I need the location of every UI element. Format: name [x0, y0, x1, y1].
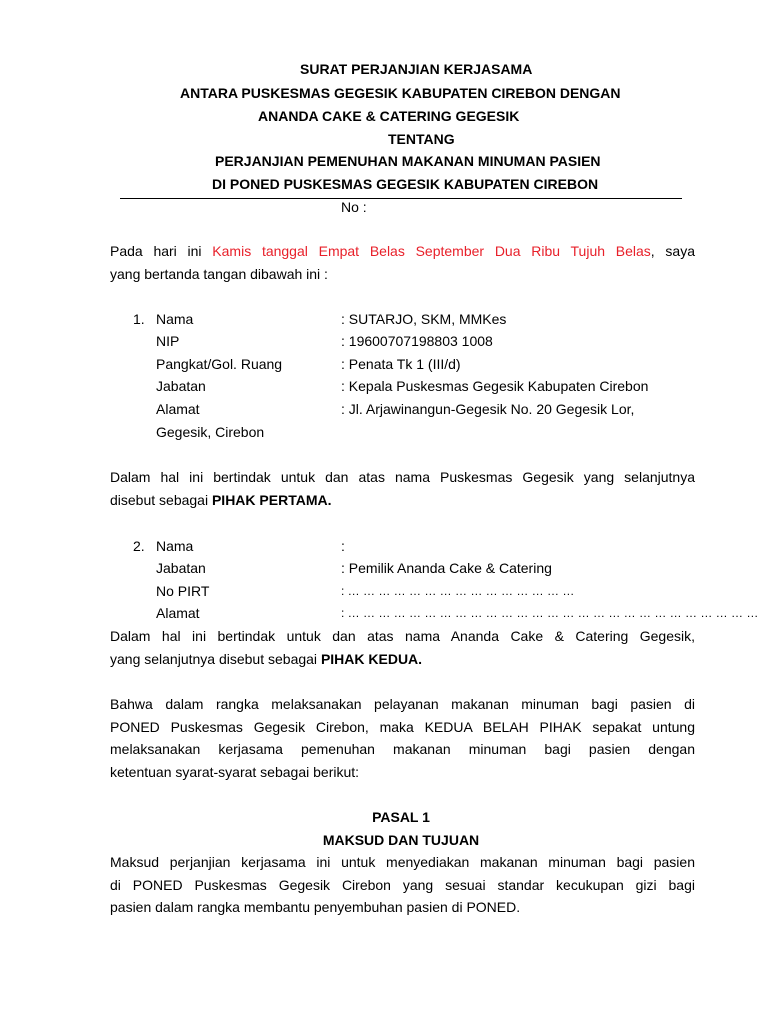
intro-line-2: yang bertanda tangan dibawah ini :	[110, 265, 328, 282]
party1-paragraph	[110, 466, 695, 511]
party1-number: 1.	[133, 311, 145, 327]
party1-value-nip: : 19600707198803 1008	[341, 333, 493, 349]
header-divider	[120, 198, 682, 199]
pasal1-title: PASAL 1	[372, 809, 430, 825]
party2-para-line-2: yang selanjutnya disebut sebagai PIHAK KEDUA.	[110, 650, 423, 667]
party1-value-position: : Kepala Puskesmas Gegesik Kabupaten Cirebon	[341, 378, 649, 394]
pihak-kedua-label: PIHAK KEDUA.	[320, 650, 423, 667]
party2-label-pirt: No PIRT	[156, 583, 210, 599]
pasal1-subtitle: MAKSUD DAN TUJUAN	[322, 832, 480, 848]
party2-value-position: : Pemilik Ananda Cake & Catering	[341, 560, 552, 576]
agreement-date: Kamis tanggal Empat Belas September Dua Ribu Tujuh Belas	[212, 243, 651, 259]
intro-line-1: Pada hari ini Kamis tanggal Empat Belas September Dua Ribu Tujuh Belas, saya	[110, 243, 696, 259]
party1-label-nip: NIP	[156, 333, 180, 349]
agreement-line-3: melaksanakan kerjasama pemenuhan makanan minuman bagi pasien dengan	[110, 741, 695, 758]
pasal1-line-1: Maksud perjanjian kerjasama ini untuk menyediakan makanan minuman bagi pasien	[110, 854, 695, 870]
party2-para-line-1: Dalam hal ini bertindak untuk dan atas nama Ananda Cake & Catering Gegesik,	[110, 628, 695, 644]
party1-value-address: : Jl. Arjawinangun-Gegesik No. 20 Gegesik Lor,	[341, 401, 635, 417]
pasal1-line-2: di PONED Puskesmas Gegesik Cirebon yang sesuai standar kecukupan gizi bagi	[110, 876, 695, 893]
agreement-paragraph	[110, 693, 695, 783]
pihak-pertama-label: PIHAK PERTAMA.	[211, 491, 332, 508]
document-number-label: No :	[341, 199, 367, 215]
agreement-line-2: PONED Puskesmas Gegesik Cirebon, maka KEDUA BELAH PIHAK sepakat untung	[110, 718, 695, 735]
party2-value-name: :	[341, 538, 345, 554]
party2-value-pirt: : … … … … … … … … … … … … … … …	[341, 584, 575, 598]
party2-label-address: Alamat	[156, 605, 200, 621]
party2-paragraph	[110, 625, 695, 670]
party1-label-name: Nama	[156, 311, 194, 327]
party1-address-cont: Gegesik, Cirebon	[156, 424, 265, 440]
document-page: SURAT PERJANJIAN KERJASAMA ANTARA PUSKESMAS GEGESIK KABUPATEN CIREBON DENGAN ANANDA CAKE & CATERING GEGESIK TENTANG PERJANJIAN PEMENUHAN MAKANAN MINUMAN PASIEN DI PONED PUSKESMAS GEGESIK KABUPATEN CIREBON No : Pada hari ini Kamis tanggal Empat Belas September Dua Ribu Tujuh Belas, saya yang bertanda tangan dibawah ini : 1. Nama : SUTARJO, SKM, MMKes NIP : 19600707198803 1008 Pangkat/Gol. Ruang : Penata Tk 1 (III/d) Jabatan : Kepala Puskesmas Gegesik Kabupaten Cirebon Alamat : Jl. Arjawinangun-Gegesik No. 20 Gegesik Lor, Gegesik, Cirebon Dalam hal ini bertindak untuk dan atas nama Puskesmas Gegesik yang selanjutnya disebut sebagai PIHAK PERTAMA. 2. Nama : Jabatan : Pemilik Ananda Cake & Catering No PIRT : … … … … … … … … … … … … … … … Alamat : … … … … … … … … … … … … … … … … … … … … … … … … … … … Dalam hal ini bertindak untuk dan atas nama Ananda Cake & Catering Gegesik, yang selanjutnya disebut sebagai PIHAK KEDUA. Bahwa dalam rangka melaksanakan pelayanan makanan minuman bagi pasien di PONED Puskesmas Gegesik Cirebon, maka KEDUA BELAH PIHAK sepakat untung melaksanakan kerjasama pemenuhan makanan minuman bagi pasien dengan ketentuan syarat-syarat sebagai berikut: PASAL 1 MAKSUD DAN TUJUAN Maksud perjanjian kerjasama ini untuk menyediakan makanan minuman bagi pasien di PONED Puskesmas Gegesik Cirebon yang sesuai standar kecukupan gizi bagi pasien dalam rangka membantu penyembuhan pasien di PONED.	[0, 0, 768, 1024]
pasal1-line-3: pasien dalam rangka membantu penyembuhan pasien di PONED.	[110, 899, 521, 916]
party1-label-address: Alamat	[156, 401, 200, 417]
party1-value-name: : SUTARJO, SKM, MMKes	[341, 311, 507, 327]
party2-label-position: Jabatan	[156, 560, 206, 576]
party2-value-address: : … … … … … … … … … … … … … … … … … … … … … … … … … … …	[341, 606, 759, 620]
party1-value-rank: : Penata Tk 1 (III/d)	[341, 356, 461, 372]
party2-label-name: Nama	[156, 538, 194, 554]
party1-label-rank: Pangkat/Gol. Ruang	[156, 356, 283, 372]
pasal1-paragraph	[110, 851, 695, 919]
party1-para-line-2: disebut sebagai PIHAK PERTAMA.	[110, 491, 332, 508]
agreement-line-1: Bahwa dalam rangka melaksanakan pelayanan makanan minuman bagi pasien di	[110, 696, 695, 712]
party1-para-line-1: Dalam hal ini bertindak untuk dan atas nama Puskesmas Gegesik yang selanjutnya	[110, 469, 695, 485]
intro-paragraph	[110, 240, 695, 285]
agreement-line-4: ketentuan syarat-syarat sebagai berikut:	[110, 763, 360, 780]
party2-number: 2.	[133, 538, 145, 554]
party1-label-position: Jabatan	[156, 378, 206, 394]
